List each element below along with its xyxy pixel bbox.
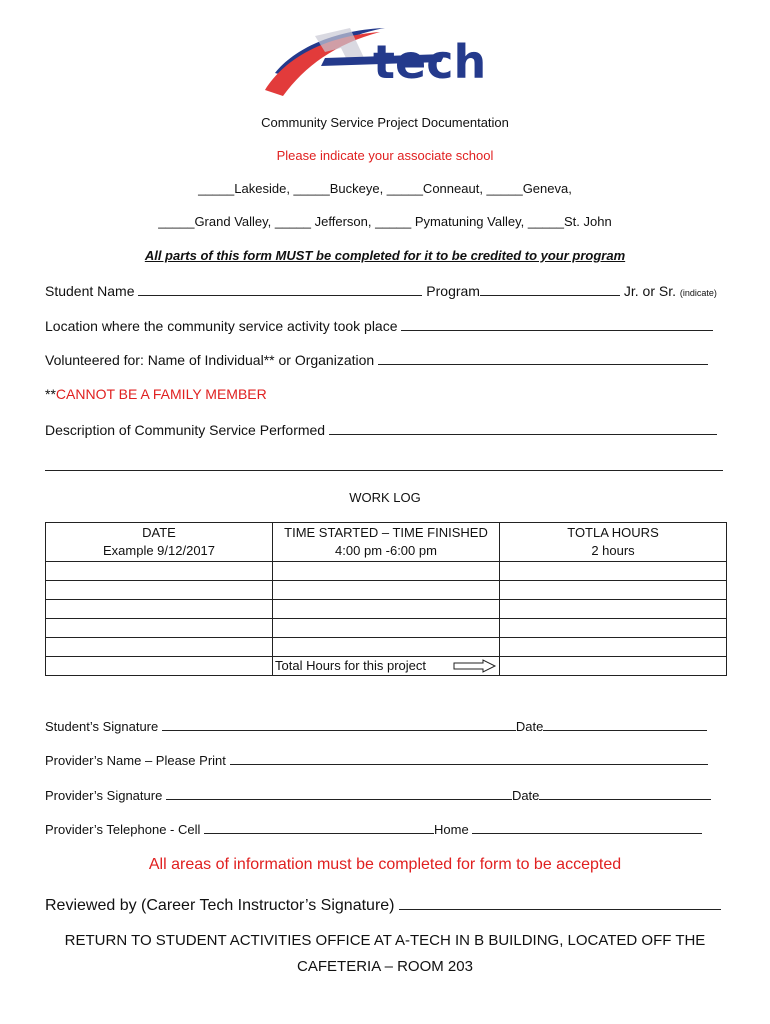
table-row — [46, 600, 727, 619]
total-label-cell — [273, 657, 500, 676]
time-cell[interactable] — [273, 562, 500, 581]
cell-phone-field[interactable] — [204, 820, 434, 834]
right-arrow-icon — [453, 659, 497, 673]
completion-notice: All parts of this form MUST be completed for it to be credited to your program — [144, 248, 626, 263]
table-row — [46, 581, 727, 600]
table-row — [46, 638, 727, 657]
hours-cell[interactable] — [500, 600, 727, 619]
date-cell[interactable] — [46, 562, 273, 581]
all-areas-notice: All areas of information must be completed for form to be accepted — [148, 856, 622, 873]
school-prompt: Please indicate your associate school — [276, 148, 494, 163]
provider-name-field[interactable] — [230, 751, 708, 765]
provider-name-row — [45, 751, 708, 768]
time-cell[interactable] — [273, 619, 500, 638]
total-row — [46, 657, 727, 676]
table-header-row — [46, 523, 727, 562]
hours-cell[interactable] — [500, 562, 727, 581]
provider-signature-field[interactable] — [166, 786, 512, 800]
total-hours-cell[interactable] — [500, 657, 727, 676]
return-instructions-line-2: CAFETERIA – ROOM 203 — [297, 958, 473, 975]
work-log-table — [45, 522, 727, 676]
provider-name-label: Provider’s Name – Please Print — [45, 753, 226, 768]
family-note-prefix: ** — [45, 386, 56, 402]
description-field[interactable] — [329, 421, 717, 435]
hours-cell[interactable] — [500, 638, 727, 657]
date-cell[interactable] — [46, 600, 273, 619]
student-signature-row — [45, 717, 707, 734]
provider-date-label: Date — [511, 788, 540, 803]
provider-signature-row — [45, 786, 711, 803]
provider-date-field[interactable] — [539, 786, 711, 800]
reviewed-by-row — [45, 894, 721, 915]
student-name-label: Student Name — [45, 283, 135, 299]
indicate-note: (indicate) — [679, 288, 717, 298]
home-phone-field[interactable] — [472, 820, 702, 834]
time-header-text: TIME STARTED – TIME FINISHED — [284, 525, 488, 540]
total-hours-label: Total Hours for this project — [275, 658, 427, 673]
date-cell[interactable] — [46, 638, 273, 657]
date-column-header — [46, 523, 273, 562]
program-label: Program — [426, 283, 480, 299]
family-note-row — [45, 386, 267, 402]
description-row — [45, 421, 717, 438]
student-name-field[interactable] — [138, 282, 422, 296]
description-field-line-2[interactable] — [45, 470, 723, 471]
student-name-row — [45, 282, 735, 299]
example-time: 4:00 pm -6:00 pm — [335, 543, 437, 558]
student-date-field[interactable] — [543, 717, 707, 731]
a-tech-logo — [255, 18, 515, 98]
work-log-title: WORK LOG — [349, 490, 421, 505]
provider-signature-label: Provider’s Signature — [45, 788, 163, 803]
example-hours: 2 hours — [591, 543, 635, 558]
hours-header-text: TOTLA HOURS — [567, 525, 659, 540]
table-row — [46, 562, 727, 581]
return-instructions-line-1: RETURN TO STUDENT ACTIVITIES OFFICE AT A-TECH IN B BUILDING, LOCATED OFF THE — [64, 932, 706, 949]
program-field[interactable] — [480, 282, 620, 296]
date-cell[interactable] — [46, 581, 273, 600]
reviewed-by-label: Reviewed by (Career Tech Instructor’s Signature) — [45, 897, 395, 914]
total-empty-cell — [46, 657, 273, 676]
student-date-label: Date — [515, 719, 544, 734]
form-title: Community Service Project Documentation — [261, 115, 509, 130]
location-label: Location where the community service activity took place — [45, 318, 398, 334]
volunteered-label: Volunteered for: Name of Individual** or Organization — [45, 352, 375, 368]
provider-phone-label: Provider’s Telephone - Cell — [45, 822, 201, 837]
jr-sr-label: Jr. or Sr. — [623, 283, 676, 299]
date-header-text: DATE — [142, 525, 176, 540]
volunteered-row — [45, 351, 708, 368]
home-phone-label: Home — [434, 822, 469, 837]
student-signature-label: Student’s Signature — [45, 719, 159, 734]
reviewed-by-field[interactable] — [399, 894, 721, 910]
description-label: Description of Community Service Performed — [45, 422, 326, 438]
schools-line-2: _____Grand Valley, _____ Jefferson, _____ Pymatuning Valley, _____St. John — [158, 214, 612, 229]
date-cell[interactable] — [46, 619, 273, 638]
time-cell[interactable] — [273, 600, 500, 619]
family-note: CANNOT BE A FAMILY MEMBER — [55, 386, 267, 402]
location-row — [45, 317, 713, 334]
table-row — [46, 619, 727, 638]
example-date: Example 9/12/2017 — [102, 543, 216, 558]
hours-cell[interactable] — [500, 581, 727, 600]
time-column-header — [273, 523, 500, 562]
schools-line-1: _____Lakeside, _____Buckeye, _____Conneaut, _____Geneva, — [198, 181, 572, 196]
hours-column-header — [500, 523, 727, 562]
volunteered-field[interactable] — [378, 351, 708, 365]
logo-text: tech — [373, 35, 487, 89]
time-cell[interactable] — [273, 638, 500, 657]
provider-phone-row — [45, 820, 702, 837]
location-field[interactable] — [401, 317, 713, 331]
hours-cell[interactable] — [500, 619, 727, 638]
student-signature-field[interactable] — [162, 717, 516, 731]
time-cell[interactable] — [273, 581, 500, 600]
